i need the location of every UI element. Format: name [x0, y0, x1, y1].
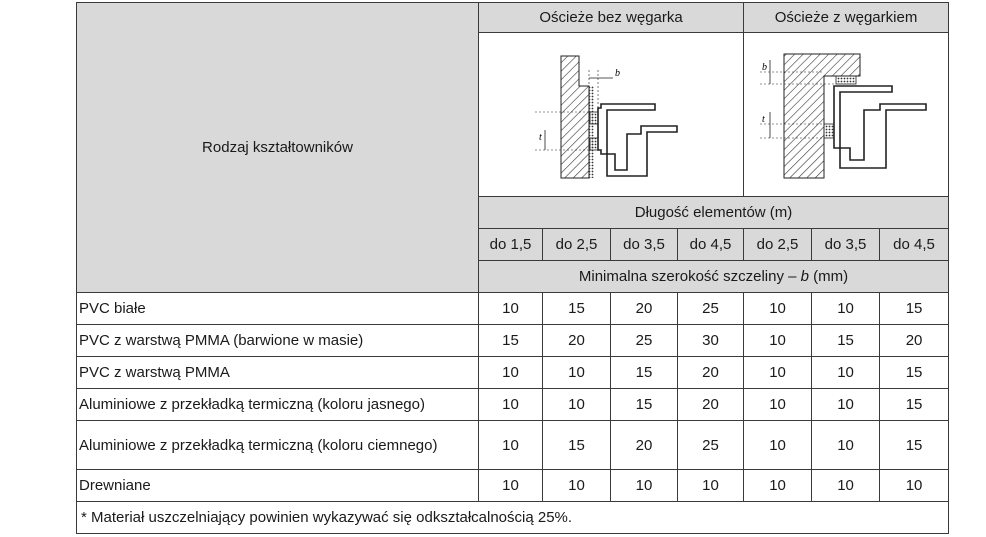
- table-row: [77, 325, 949, 357]
- table-cell: 10: [543, 470, 611, 502]
- table-row: [77, 389, 949, 421]
- min-gap-header: [479, 261, 949, 293]
- table-cell: 20: [543, 325, 611, 357]
- table-cell: 20: [678, 357, 744, 389]
- table-cell: 15: [880, 389, 949, 421]
- table-cell: 25: [611, 325, 678, 357]
- dimension-label-b: b: [762, 61, 768, 73]
- table-cell: 10: [812, 421, 880, 470]
- table-cell: 10: [479, 293, 543, 325]
- row-label: PVC białe: [77, 293, 479, 325]
- table-cell: 10: [812, 293, 880, 325]
- length-col-2: do 2,5: [543, 229, 611, 261]
- table-cell: 10: [479, 470, 543, 502]
- table-cell: 10: [812, 357, 880, 389]
- table-cell: 15: [880, 357, 949, 389]
- table-cell: 15: [880, 421, 949, 470]
- jamb-with-rebate-diagram: [756, 50, 936, 180]
- table-cell: 15: [812, 325, 880, 357]
- length-col-5: do 2,5: [744, 229, 812, 261]
- table-cell: 15: [479, 325, 543, 357]
- table-row: [77, 421, 949, 470]
- table-cell: 10: [543, 389, 611, 421]
- jamb-without-rebate-diagram: [531, 50, 691, 180]
- table-cell: 10: [880, 470, 949, 502]
- table-cell: 25: [678, 421, 744, 470]
- row-label: PVC z warstwą PMMA: [77, 357, 479, 389]
- table-cell: 25: [678, 293, 744, 325]
- row-label: Drewniane: [77, 470, 479, 502]
- dimension-label-b: b: [615, 67, 621, 79]
- table-cell: 20: [611, 421, 678, 470]
- profile-type-header: Rodzaj kształtowników: [77, 3, 479, 293]
- table-cell: 15: [611, 389, 678, 421]
- row-label: PVC z warstwą PMMA (barwione w masie): [77, 325, 479, 357]
- length-col-7: do 4,5: [880, 229, 949, 261]
- min-gap-unit: (mm): [808, 268, 849, 285]
- table-cell: 10: [479, 421, 543, 470]
- table-cell: 20: [678, 389, 744, 421]
- table-cell: 15: [611, 357, 678, 389]
- table-cell: 10: [812, 470, 880, 502]
- table-cell: 15: [543, 421, 611, 470]
- table-cell: 15: [880, 293, 949, 325]
- table-cell: 10: [479, 389, 543, 421]
- table-row: [77, 293, 949, 325]
- table-cell: 10: [678, 470, 744, 502]
- table-cell: 10: [611, 470, 678, 502]
- table-cell: 10: [479, 357, 543, 389]
- table-cell: 10: [812, 389, 880, 421]
- table-cell: 15: [543, 293, 611, 325]
- min-gap-title: Minimalna szerokość szczeliny –: [578, 268, 801, 285]
- min-gap-symbol: b: [800, 268, 809, 285]
- length-header: Długość elementów (m): [479, 197, 949, 229]
- footnote: * Materiał uszczelniający powinien wykazywać się odkształcalnością 25%.: [77, 502, 949, 534]
- diagram-with-rebate: [744, 33, 949, 197]
- table-row: [77, 357, 949, 389]
- table-cell: 10: [744, 389, 812, 421]
- length-col-4: do 4,5: [678, 229, 744, 261]
- row-label: Aluminiowe z przekładką termiczną (koloru jasnego): [77, 389, 479, 421]
- table-cell: 30: [678, 325, 744, 357]
- table-cell: 20: [611, 293, 678, 325]
- table-cell: 10: [744, 470, 812, 502]
- length-col-6: do 3,5: [812, 229, 880, 261]
- table-cell: 10: [543, 357, 611, 389]
- dimension-label-t: t: [762, 113, 765, 125]
- group-without-rebate-header: Ościeże bez węgarka: [479, 3, 744, 33]
- table-cell: 20: [880, 325, 949, 357]
- table-cell: 10: [744, 293, 812, 325]
- table-cell: 10: [744, 357, 812, 389]
- length-col-3: do 3,5: [611, 229, 678, 261]
- length-col-1: do 1,5: [479, 229, 543, 261]
- table-row: [77, 470, 949, 502]
- gap-width-table: [76, 2, 949, 534]
- diagram-without-rebate: [479, 33, 744, 197]
- dimension-label-t: t: [539, 131, 542, 143]
- table-cell: 10: [744, 421, 812, 470]
- table-cell: 10: [744, 325, 812, 357]
- row-label: Aluminiowe z przekładką termiczną (koloru ciemnego): [77, 421, 479, 470]
- group-with-rebate-header: Ościeże z węgarkiem: [744, 3, 949, 33]
